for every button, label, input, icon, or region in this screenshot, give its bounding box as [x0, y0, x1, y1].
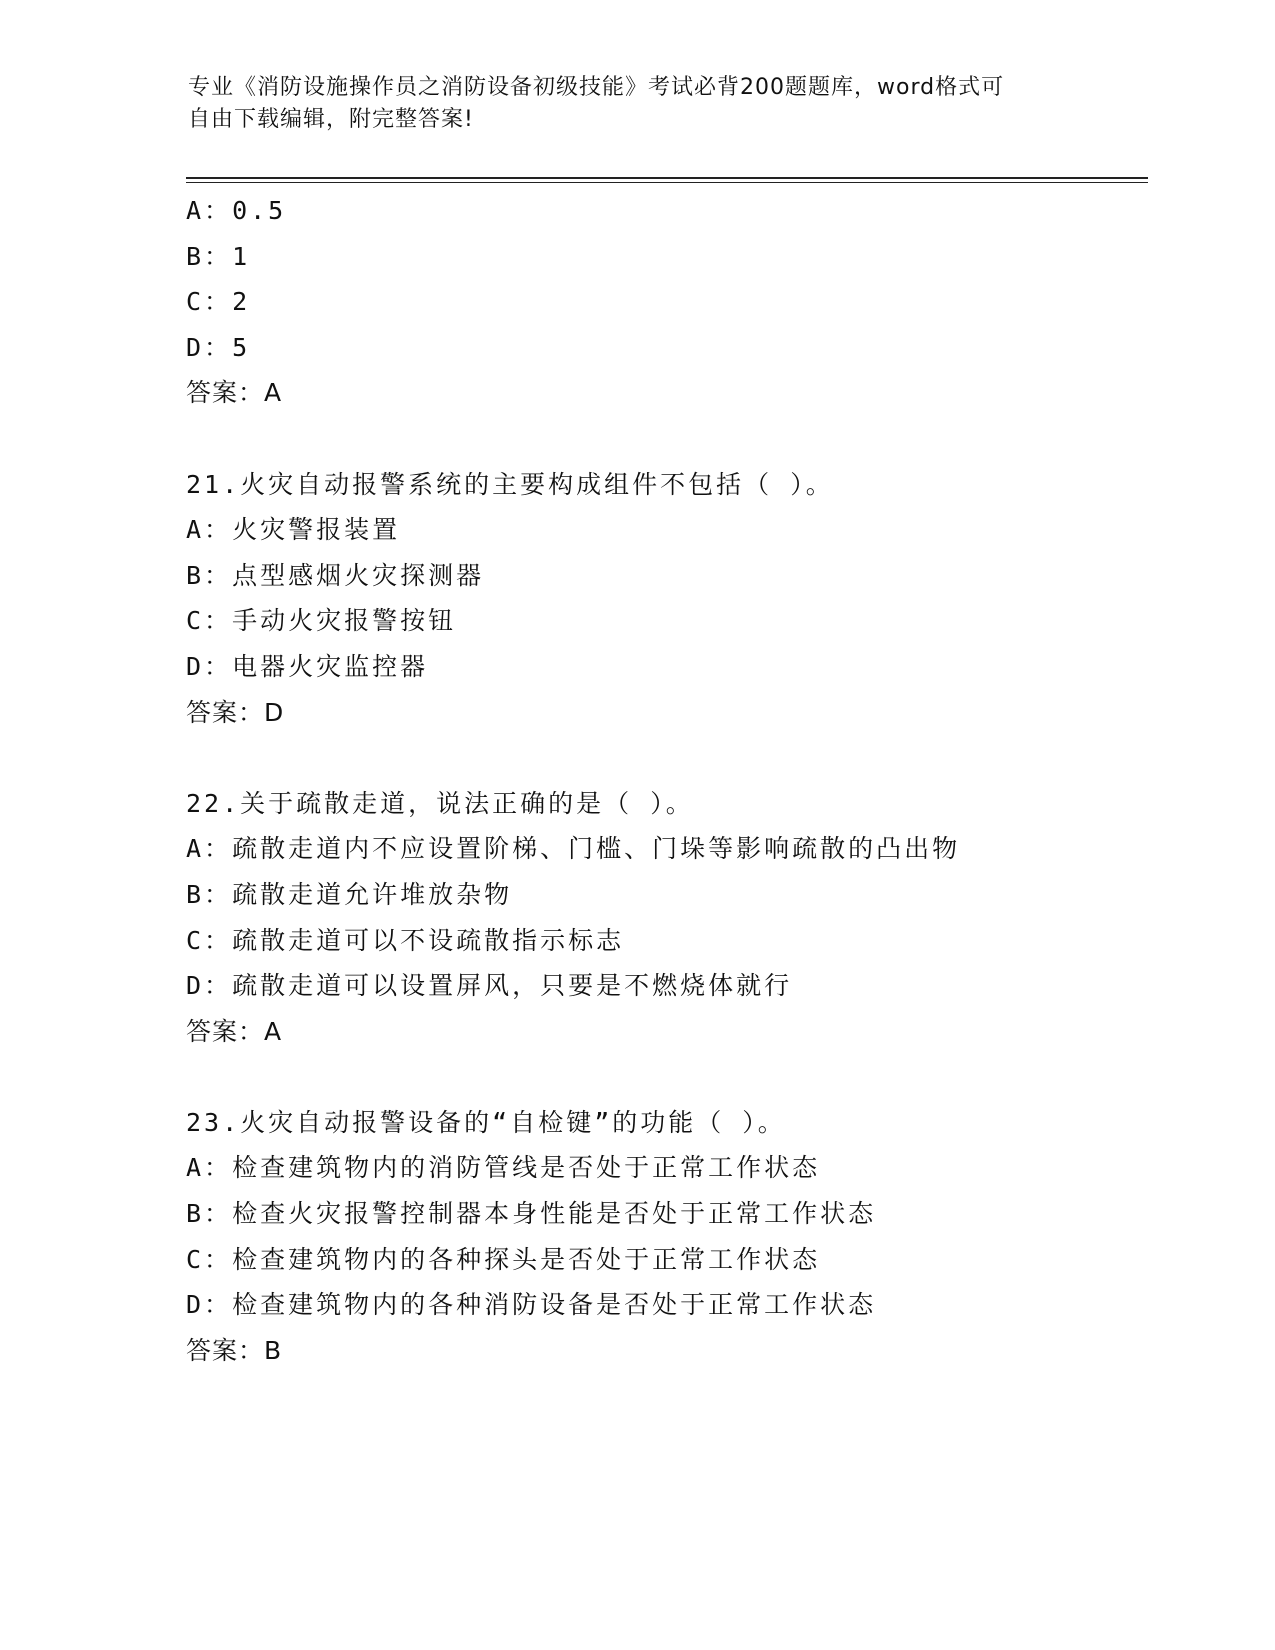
option-d: D：检查建筑物内的各种消防设备是否处于正常工作状态: [186, 1290, 877, 1320]
option-a: A：火灾警报装置: [186, 515, 401, 545]
document-header: [188, 72, 1088, 136]
option-b: B：1: [186, 241, 251, 271]
option-c: C：2: [186, 287, 251, 317]
option-b: B：点型感烟火灾探测器: [186, 560, 485, 590]
question-23: [186, 1100, 1146, 1374]
option-d: D：疏散走道可以设置屏风，只要是不燃烧体就行: [186, 971, 793, 1001]
option-d: D：电器火灾监控器: [186, 651, 429, 681]
question-stem: 21.火灾自动报警系统的主要构成组件不包括（ ）。: [186, 469, 834, 499]
prev-question: [186, 188, 1146, 416]
header-divider-thin: [186, 182, 1148, 183]
option-b: B：检查火灾报警控制器本身性能是否处于正常工作状态: [186, 1199, 877, 1229]
answer-line: 答案：D: [186, 697, 285, 727]
option-c: C：手动火灾报警按钮: [186, 606, 457, 636]
option-a: A：疏散走道内不应设置阶梯、门槛、门垛等影响疏散的凸出物: [186, 834, 961, 864]
answer-line: 答案：B: [186, 1335, 283, 1365]
question-22: [186, 781, 1146, 1055]
question-stem: 23.火灾自动报警设备的“自检键”的功能（ ）。: [186, 1107, 786, 1137]
header-title-line-1: 专业《消防设施操作员之消防设备初级技能》考试必背200题题库，word格式可: [188, 75, 1005, 100]
option-a: A：0.5: [186, 196, 287, 225]
option-c: C：检查建筑物内的各种探头是否处于正常工作状态: [186, 1244, 821, 1274]
question-stem: 22.关于疏散走道，说法正确的是（ ）。: [186, 788, 694, 818]
header-title-line-2: 自由下载编辑，附完整答案!: [188, 107, 474, 132]
option-d: D：5: [186, 332, 251, 362]
question-21: [186, 462, 1146, 736]
answer-line: 答案：A: [186, 378, 283, 408]
option-b: B：疏散走道允许堆放杂物: [186, 879, 513, 909]
option-c: C：疏散走道可以不设疏散指示标志: [186, 925, 625, 955]
header-divider-thick: [186, 177, 1148, 179]
option-a: A：检查建筑物内的消防管线是否处于正常工作状态: [186, 1153, 821, 1183]
question-content: [186, 188, 1146, 1373]
answer-line: 答案：A: [186, 1016, 283, 1046]
